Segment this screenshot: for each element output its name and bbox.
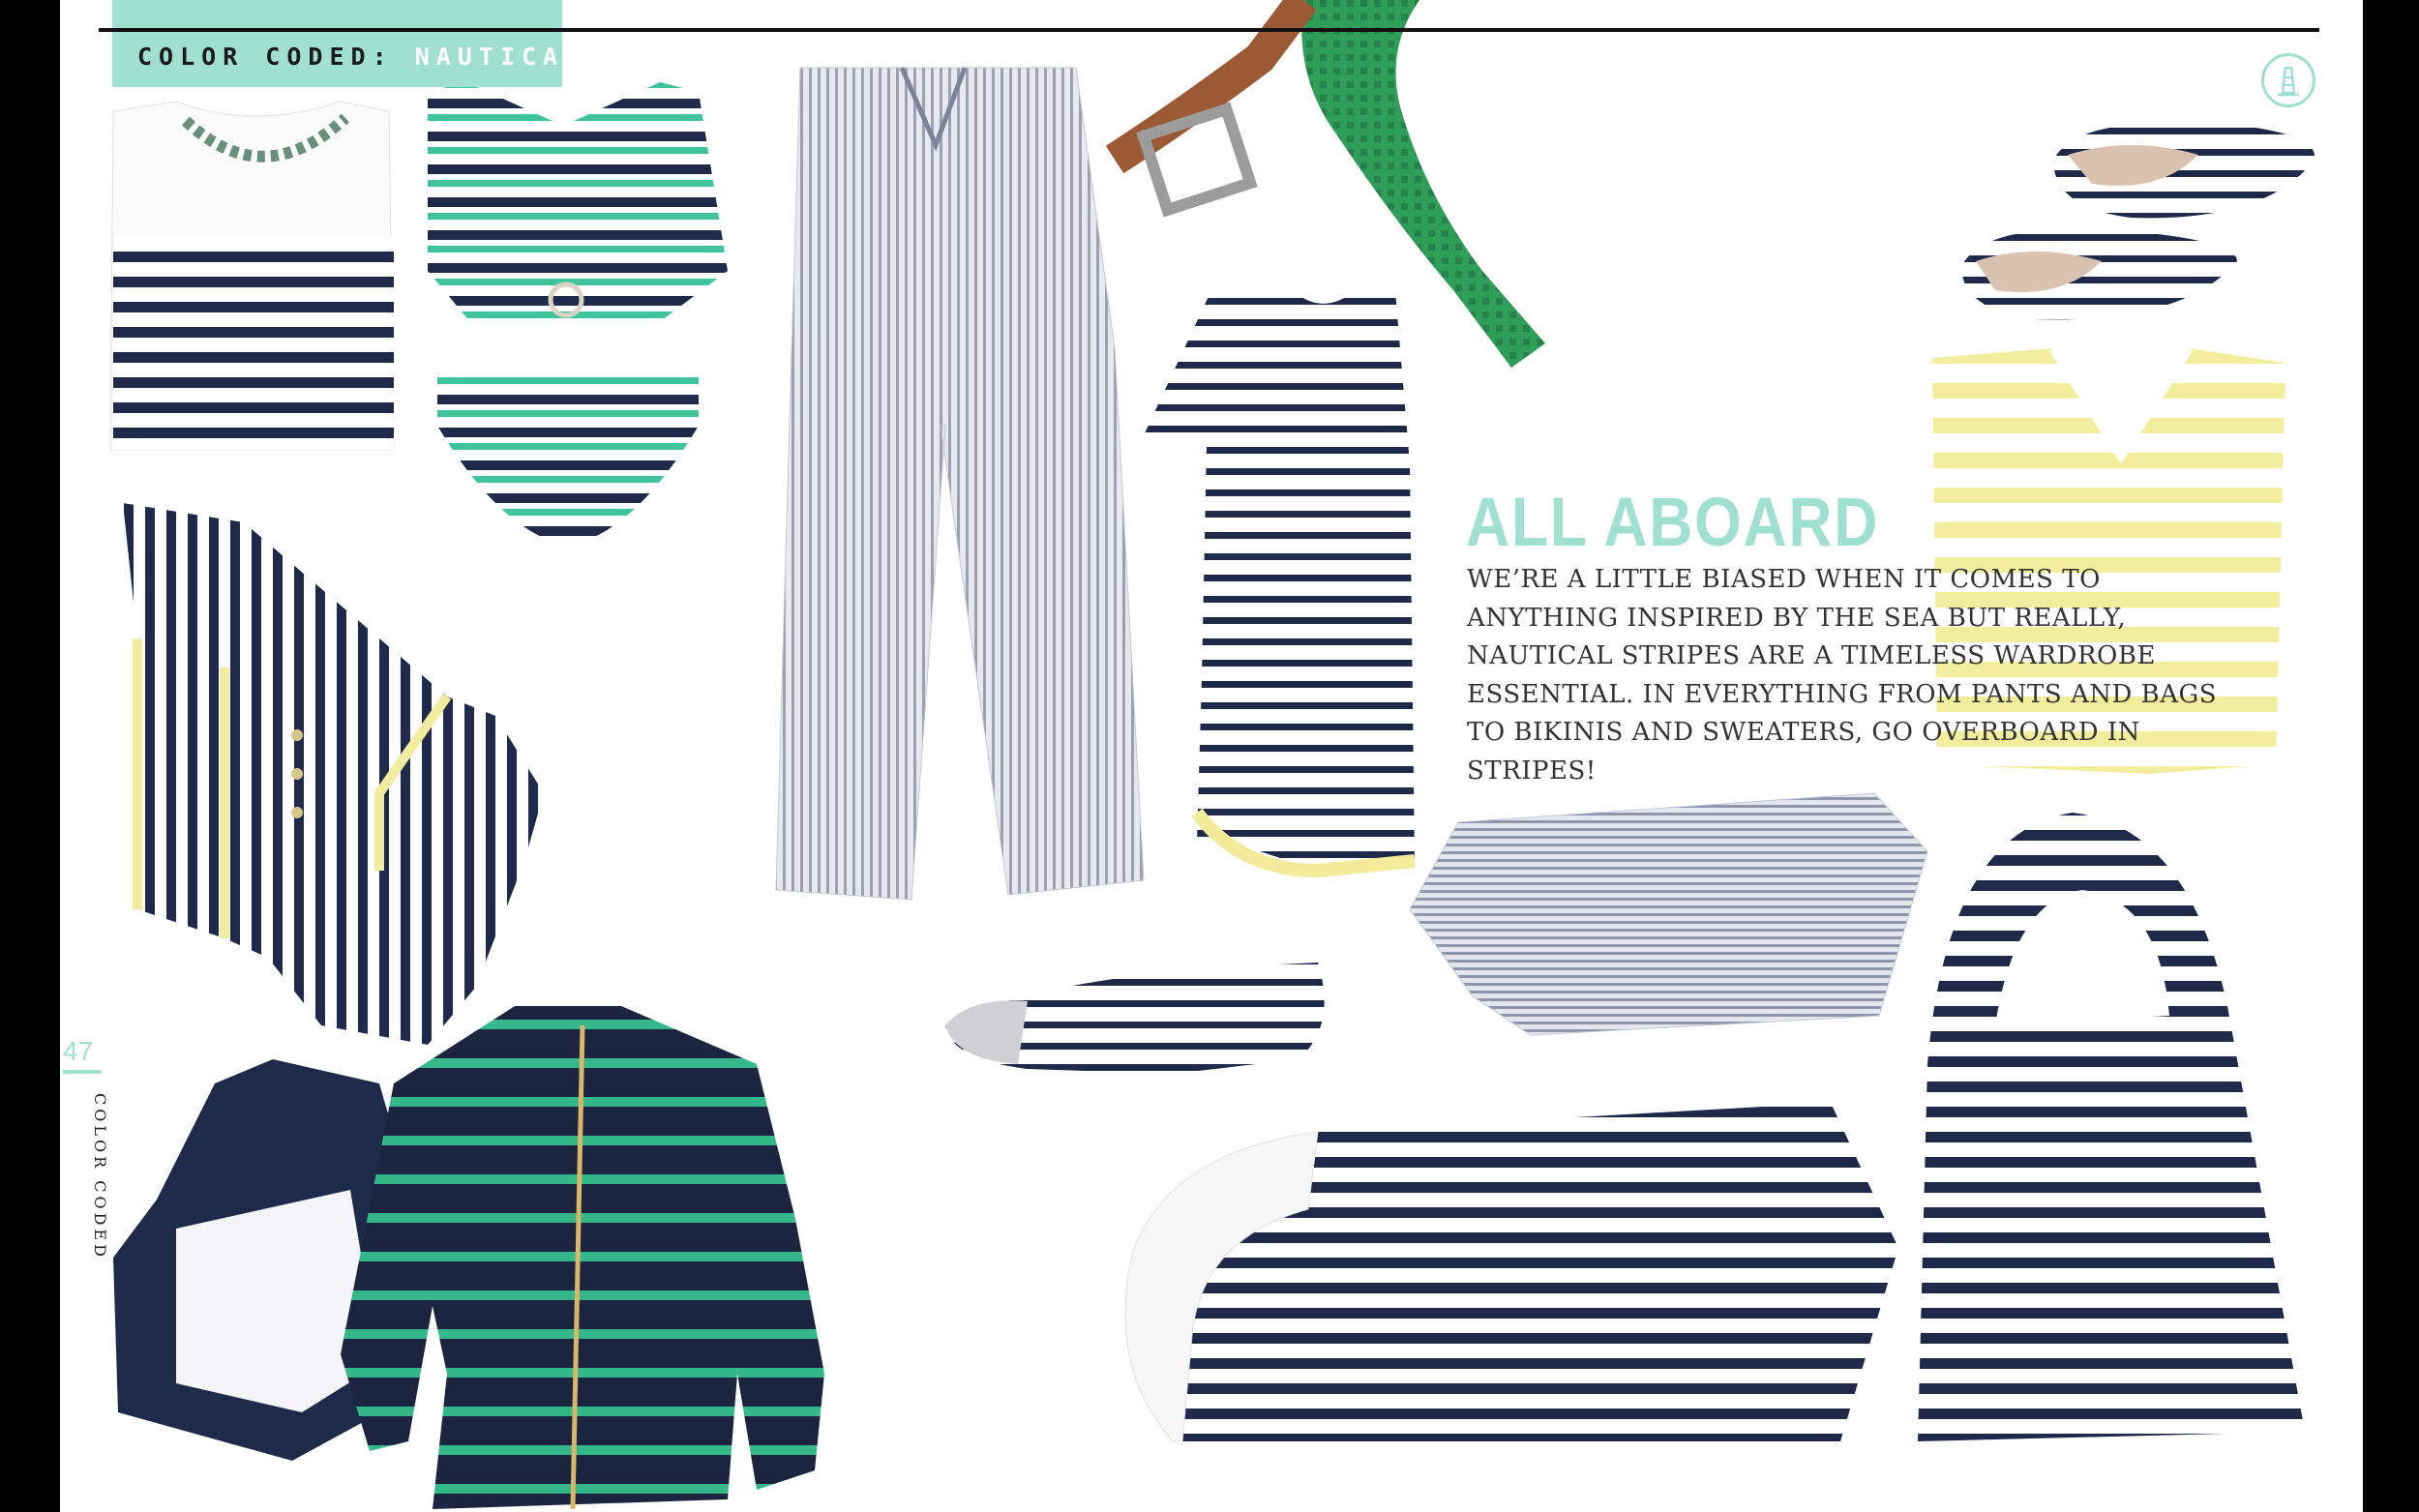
green-striped-cardigan: [341, 1006, 824, 1509]
knit-striped-sweater: [1125, 1103, 1898, 1441]
page-number: 47: [63, 1036, 94, 1066]
jeweled-striped-top: [110, 102, 394, 450]
ballet-flat: [945, 963, 1325, 1074]
striped-tote: [1918, 813, 2305, 1441]
section-header: [137, 43, 585, 71]
magazine-page: [60, 0, 2363, 1512]
seersucker-pants: [776, 68, 1144, 900]
striped-tee: [1144, 285, 1415, 871]
section-label-vertical: COLOR CODED: [91, 1093, 109, 1260]
lighthouse-icon: [2261, 53, 2315, 107]
section-header-accent: NAUTICAL: [414, 43, 586, 71]
article-body: WE’RE A LITTLE BIASED WHEN IT COMES TO ANYTHING INSPIRED BY THE SEA BUT REALLY, NAUTICAL STRIPES ARE A TIMELESS WARDROBE ESSENTIAL. IN EVERYTHING FROM PANTS AND BAGS TO BIKINIS AND SWEATERS, GO OVERBOARD IN STRIPES!: [1467, 565, 2218, 786]
section-header-prefix: COLOR CODED:: [137, 43, 394, 71]
header-rule: [99, 28, 2319, 32]
bikini: [428, 82, 728, 542]
page-number-rule: [63, 1070, 102, 1074]
article-title: ALL ABOARD: [1466, 485, 1880, 561]
seersucker-shorts: [1410, 793, 1927, 1035]
striped-flats: [1961, 124, 2314, 319]
striped-cardigan: [123, 503, 544, 1045]
